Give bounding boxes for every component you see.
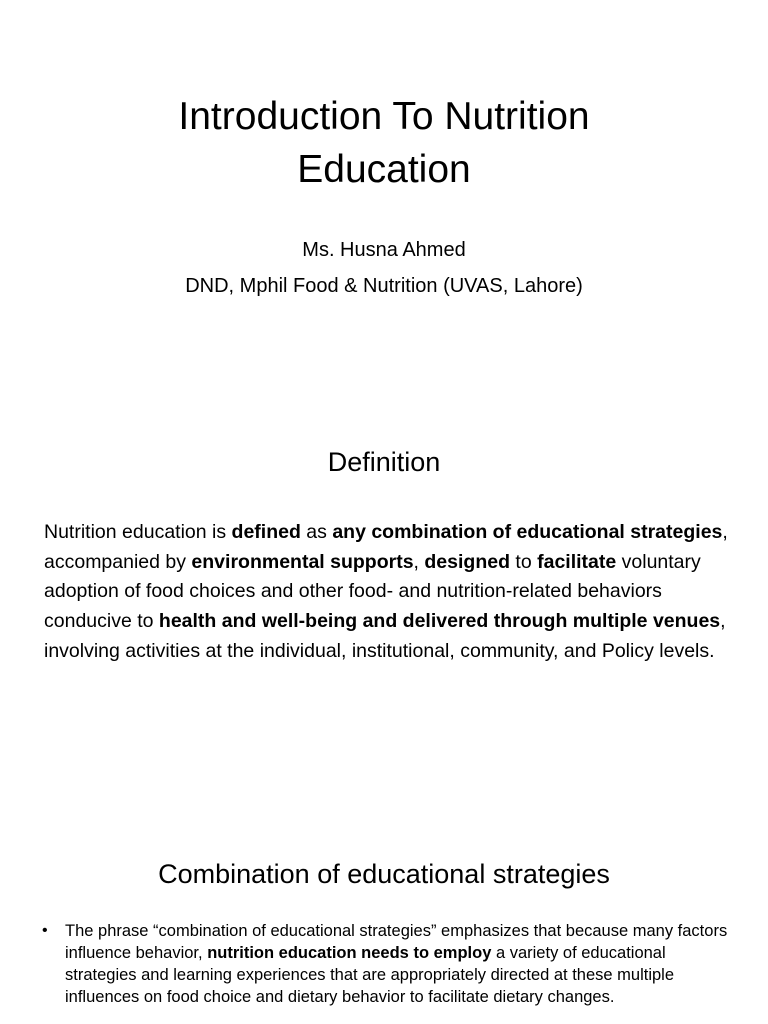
bullet-emphasis: nutrition education needs to employ [207,944,492,962]
author-name: Ms. Husna Ahmed [302,239,466,261]
definition-text: to [510,550,538,573]
author-credentials: DND, Mphil Food & Nutrition (UVAS, Lahore) [185,275,583,297]
slide-definition [0,420,768,730]
definition-emphasis: defined [231,521,301,543]
definition-text: , involving activities at the individual, institutional, community, and Policy levels. [44,610,726,662]
definition-text: voluntary adoption of food choices and other food- and nutrition-related behaviors conducive to [44,550,701,633]
bullet-dot-icon: • [42,922,48,939]
definition-emphasis: designed [424,550,510,573]
bullet-text: a variety of educational strategies and learning experiences that are appropriately directed at these multiple influences on food choice and dietary behavior to facilitate dietary changes. [65,944,675,1006]
slide-title [0,0,768,336]
definition-heading: Definition [327,447,441,477]
definition-emphasis: any combination of educational strategies [332,521,723,543]
definition-text: , accompanied by [44,521,728,573]
definition-text: , [413,550,425,573]
combination-heading: Combination of educational strategies [158,859,610,889]
bullet-text: The phrase “combination of educational strategies” emphasizes that because many factors influence behavior, [65,922,728,962]
definition-emphasis: health and well-being and delivered through multiple venues [158,610,721,633]
slide-combination [0,840,768,1024]
definition-text: Nutrition education is [44,521,232,543]
definition-emphasis: facilitate [537,550,617,573]
bullet-list [40,920,730,1008]
bullet-item [40,920,730,1008]
definition-paragraph [44,518,734,667]
title-line-2: Education [297,148,471,191]
title-line-1: Introduction To Nutrition [178,95,590,138]
definition-text: as [300,521,333,543]
definition-emphasis: environmental supports [191,550,414,573]
presentation-title [0,90,768,196]
